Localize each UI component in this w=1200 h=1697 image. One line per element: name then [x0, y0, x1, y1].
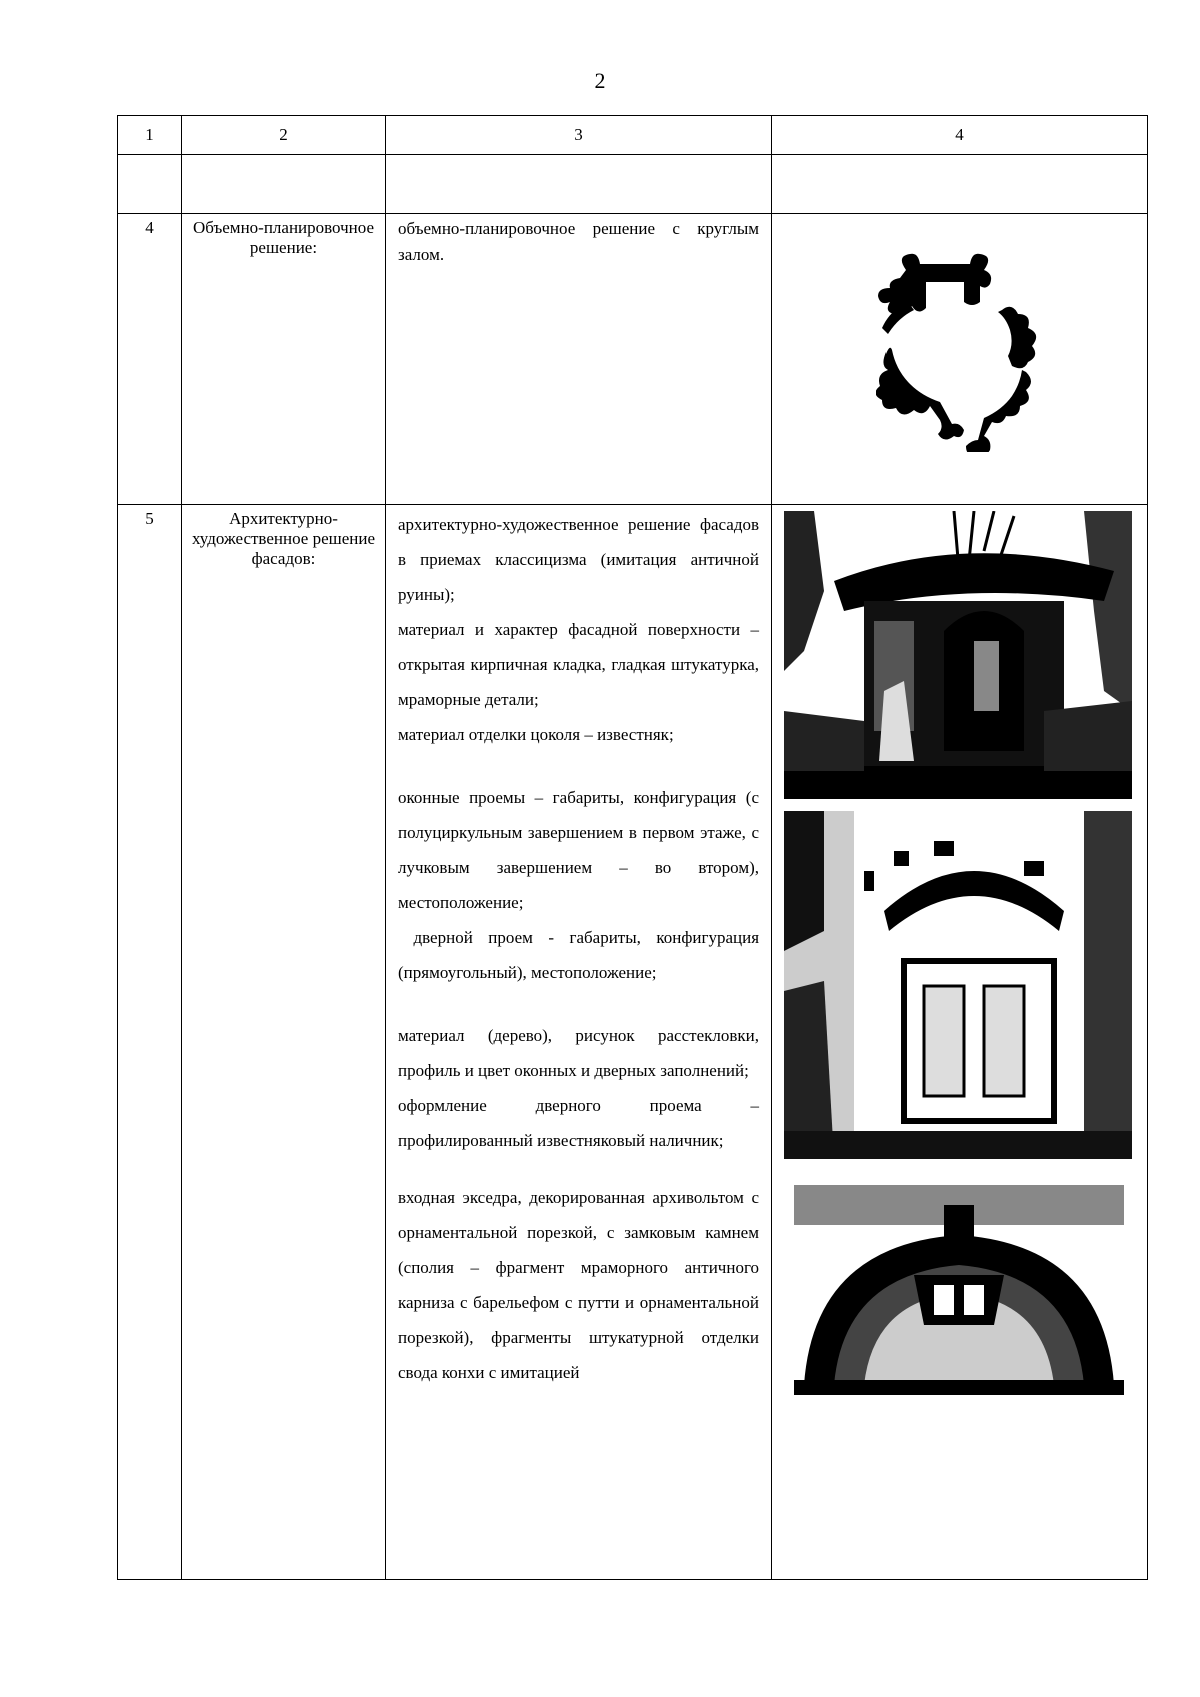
header-cell: 2	[182, 116, 386, 155]
heritage-table	[117, 115, 1148, 1580]
row-description	[386, 505, 772, 1580]
floor-plan-image	[876, 252, 1046, 452]
description-paragraph: материал отделки цоколя – известняк;	[398, 725, 674, 744]
description-paragraph: оконные проемы – габариты, конфигурация (с полуциркульным завершением в первом этаже, с лучковым завершением – во втором), местоположение;	[398, 788, 759, 912]
header-cell: 4	[772, 116, 1148, 155]
description-paragraph: оформление дверного проема – профилированный известняковый наличник;	[398, 1096, 759, 1150]
row-title: Архитектурно-художественное решение фасадов:	[182, 505, 386, 1580]
image-cell	[772, 214, 1148, 505]
description-paragraph: материал (дерево), рисунок расстекловки, профиль и цвет оконных и дверных заполнений;	[398, 1026, 759, 1080]
description-paragraph: архитектурно-художественное решение фасадов в приемах классицизма (имитация античной руины);	[398, 515, 759, 604]
description-paragraph: объемно-планировочное решение с круглым залом.	[398, 219, 759, 264]
doorway-photo	[784, 811, 1132, 1159]
header-cell: 1	[118, 116, 182, 155]
description-paragraph: дверной проем - габариты, конфигурация (прямоугольный), местоположение;	[398, 928, 764, 982]
empty-row	[118, 155, 1148, 214]
table-row	[118, 505, 1148, 1580]
page-number: 2	[594, 68, 606, 93]
row-number: 5	[118, 505, 182, 1580]
description-paragraph: входная экседра, декорированная архивольтом с орнаментальной порезкой, с замковым камнем (сполия – фрагмент мраморного античного карниза с барельефом с путти и орнаментальной порезкой), фрагменты штукатурной отделки свода конхи с имитацией	[398, 1188, 759, 1382]
table-row	[118, 214, 1148, 505]
exedra-conch-photo	[794, 1185, 1124, 1395]
image-cell	[772, 505, 1148, 1580]
row-description	[386, 214, 772, 505]
ruin-pavilion-photo	[784, 511, 1132, 799]
header-cell: 3	[386, 116, 772, 155]
table-header-row	[118, 116, 1148, 155]
description-paragraph: материал и характер фасадной поверхности – открытая кирпичная кладка, гладкая штукатурка, мраморные детали;	[398, 620, 759, 709]
row-number: 4	[118, 214, 182, 505]
row-title: Объемно-планировочное решение:	[182, 214, 386, 505]
